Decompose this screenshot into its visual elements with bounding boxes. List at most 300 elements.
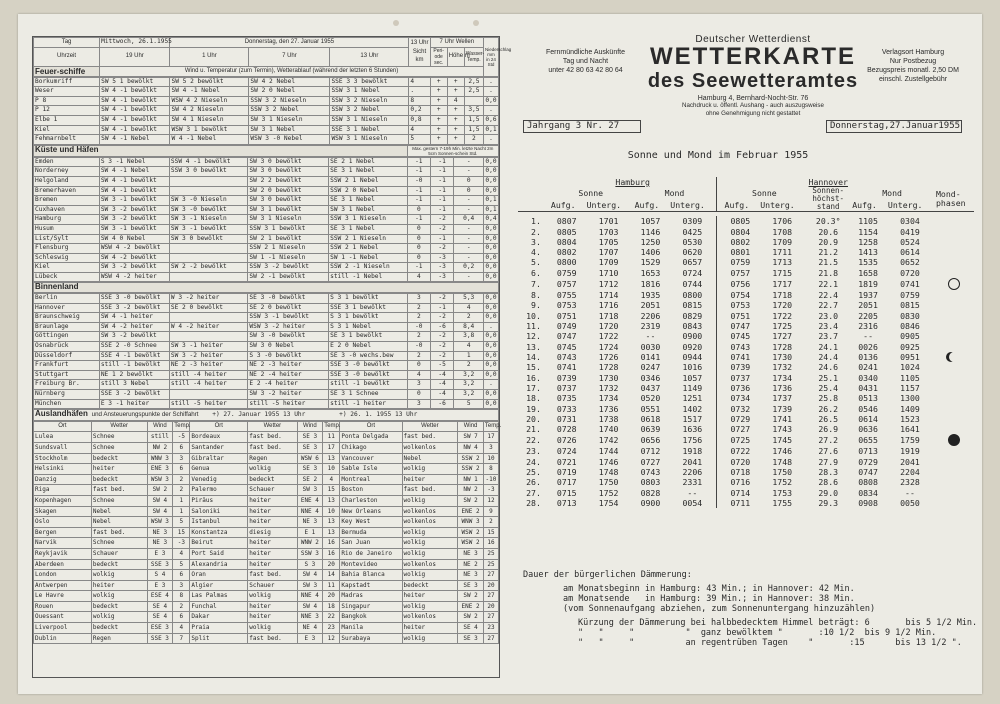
kueste-label: Küste und Häfen [34,145,408,156]
cell-mx: -1 [407,167,430,177]
moon-cell: 1738 [598,413,619,424]
moon-cell: 0753 [556,300,577,311]
ausland-cell: SSW 3 [297,548,323,559]
column-header: Wind [297,421,323,432]
ausland-date1: +) 27. Januar 1955 13 Uhr [212,411,306,419]
cell-c4: SE 3 1 bewölkt [329,332,408,342]
kueste-cols: Max. gestern 7-19h Min. letzte Nacht 2m 5cm Sonnen-schein Std. [407,145,498,156]
cell-n: 0,0 [484,313,499,323]
ausland-cell: 1 [173,495,190,506]
cell-c2: still -4 heiter [169,380,248,390]
moon-cell: 1748 [772,456,793,467]
moon-cell: 0026 [858,341,878,352]
ausland-cell: SW 3 [297,580,323,591]
ausland-cell: SW 2 [458,591,484,602]
cell-c4: SSE 3 -0 bewölkt [329,361,408,371]
table-row [34,87,499,97]
ausland-cell: wolkig [402,633,458,644]
ausland-cell: Oslo [34,517,92,528]
moon-cell: 9. [531,300,541,311]
ausland-cell: 17 [323,442,340,453]
moon-cell: 1251 [682,393,703,404]
moon-cell: 3. [531,236,541,247]
cell-sn: 3,2 [454,380,484,390]
moon-cell: 0804 [730,226,751,237]
moon-cell: 0726 [556,435,577,446]
table-row [34,313,499,323]
ausland-cell: NNE 3 [297,612,323,623]
ausland-cell: 7 [173,633,190,644]
table-row [34,361,499,371]
cell-n: 0,0 [484,96,499,106]
moon-cell: 1734 [772,372,793,383]
table-row [34,559,499,570]
cell-c4: SSW 3 1 Nieseln [329,215,408,225]
cell-ort: Kiel [34,263,100,273]
table-row [518,278,974,290]
ausland-cell: heiter [248,538,297,549]
moon-cell: 1149 [682,382,703,393]
cell-n: 0,0 [484,303,499,313]
ausland-cell: E 3 [147,548,173,559]
table-row [34,294,499,304]
moon-cell: 1746 [772,446,793,457]
moon-cell: 0944 [682,351,703,362]
cell-mn: -1 [430,234,453,244]
cell-n: . [484,135,499,145]
ausland-cell: wolkig [91,570,147,581]
cell-sn: - [454,205,484,215]
ausland-cell: NE 3 [458,570,484,581]
moon-cell: 1641 [900,424,920,435]
cell-sn: 5,3 [454,294,484,304]
title-wetterkarte: WETTERKARTE [650,43,856,70]
cell-mx: -0 [407,322,430,332]
weather-sheet [18,14,982,694]
moon-cell: 0725 [730,435,751,446]
column-header: Ort [340,421,402,432]
cell-c3: SW 3 1 Nebel [249,125,330,135]
moon-cell: 1720 [598,320,619,331]
moon-cell: 1736 [598,403,619,414]
moon-cell: 0711 [730,497,751,508]
table-row [34,342,499,352]
ausland-cell: Le Havre [34,591,92,602]
ausland-cell: ESE 4 [147,591,173,602]
moon-cell: 0717 [556,477,577,488]
ausland-cell: Regen [91,633,147,644]
moon-cell: 0815 [900,300,920,311]
moon-cell: 1722 [598,331,619,342]
ausland-cell: Dublin [34,633,92,644]
moon-cell: 1745 [772,435,793,446]
moon-cell: 0735 [556,393,577,404]
cell-ort: Weser [34,87,100,97]
moon-cell: 0804 [556,236,577,247]
moon-phase-cell [934,268,974,278]
moon-cell: 1703 [598,226,619,237]
moon-cell: 1105 [858,216,878,227]
moon-cell: 25.1 [818,372,839,383]
cell-p: + [430,87,447,97]
moon-cell: 1728 [598,362,619,373]
moon-cell: 0751 [730,310,751,321]
ausland-cell: fast bed. [402,485,458,496]
cell-mn: -4 [430,370,453,380]
cell-c2: W 4 -1 Nebel [170,135,249,145]
moon-phase-cell [934,393,974,403]
moon-cell: 2206 [682,467,703,478]
ausland-cell: 13 [323,527,340,538]
moon-cell: 0054 [682,497,703,508]
ausland-cell: 2 [483,517,498,528]
moon-cell: 21.5 [818,257,839,268]
moon-cell: 0551 [640,403,661,414]
cell-c4: still -1 Nebel [329,272,408,282]
table-row [518,311,974,321]
cell-c2: SW 3 -1 heiter [169,342,248,352]
ausland-cell: SSW 2 [458,464,484,475]
moon-phase-cell [934,331,974,341]
cell-ort: Norderney [34,167,100,177]
cell-c2 [169,176,248,186]
moon-cell: 1157 [900,382,920,393]
ausland-cell: Nebel [402,453,458,464]
table-row [34,580,499,591]
moon-cell: 1406 [640,247,661,258]
ausland-cell: 27 [483,633,498,644]
cell-c2: NE 2 -3 heiter [169,361,248,371]
cell-ort: Göttingen [34,332,100,342]
ausland-cell: heiter [402,623,458,634]
table-row [34,399,499,409]
moon-cell: 1105 [900,372,920,383]
ausland-cell: SE 3 [458,580,484,591]
ausland-cell: ENE 3 [147,464,173,475]
verlagsort: Verlagsort Hamburg [881,49,945,56]
column-header: Wetter [91,421,147,432]
ausland-cell: WSW 3 [147,517,173,528]
moon-cell: 0800 [682,290,703,301]
cell-c4: SSE 3 1 bewölkt [329,303,408,313]
moon-cell: 0751 [556,310,577,321]
table-row [34,234,499,244]
cell-c1: SW 3 -2 bewölkt [99,205,169,215]
moon-cell: 1636 [682,424,703,435]
table-row [34,453,499,464]
cell-c4: E 2 0 Nebel [329,342,408,352]
moon-cell: 0050 [900,497,920,508]
cell-n: 0,0 [484,370,499,380]
cell-sn: - [454,157,484,167]
moon-cell: 0722 [730,446,751,457]
moon-cell: 0803 [640,477,661,488]
cell-sn: 8,4 [454,322,484,332]
table-row [518,321,974,331]
ausland-cell: Danzig [34,474,92,485]
cell-c3: SW 3 0 bewölkt [248,196,329,206]
moon-cell: 1756 [682,435,703,446]
table-row [518,247,974,257]
feuerschiffe-label: Feuer-schiffe [34,66,100,76]
moon-cell: 0309 [682,216,703,227]
moon-cell: 1726 [598,351,619,362]
moon-cell: 11. [526,320,541,331]
ausland-cell: New Orleans [340,506,402,517]
cell-mn: -5 [430,361,453,371]
moon-cell: 0756 [730,278,751,289]
moon-cell: 0720 [730,456,751,467]
wind-caption: Wind u. Temperatur (zum Termin), Wetterablauf (während der letzten 6 Stunden) [100,66,484,76]
moon-cell: 0800 [556,257,577,268]
moon-cell: 1730 [772,351,793,362]
cell-c2 [169,186,248,196]
ausland-cell: Schnee [91,495,147,506]
ausland-cell: 27 [483,570,498,581]
moon-cell: 0757 [730,267,751,278]
moon-cell: 0731 [556,413,577,424]
cell-ort: Osnabrück [34,342,100,352]
ausland-cell: -10 [483,474,498,485]
title-seewetteramt: des Seewetteramtes [647,70,859,92]
moon-cell: 1742 [598,435,619,446]
ausland-cell: 27 [483,612,498,623]
cell-c4: SSW 3 2 Nieseln [330,96,409,106]
ausland-cell: 17 [483,432,498,443]
ausland-cell: SE 3 [297,464,323,475]
moon-cell: 0757 [556,278,577,289]
moon-cell: 0759 [900,290,920,301]
cell-c3: SSW 2 1 Nieseln [248,244,329,254]
cell-ort: Braunlage [34,322,100,332]
moon-phase-cell [934,300,974,310]
cell-mx: 2 [407,332,430,342]
ausland-cell: ENE 4 [297,495,323,506]
sonnenhoechst-heading: Sonnen-höchst-stand [812,186,845,212]
moon-cell: 1658 [858,267,878,278]
ausland-cell: 6 [173,464,190,475]
kueste-header [33,145,499,157]
moon-cell: 0741 [900,278,920,289]
header-table [33,37,512,77]
moon-phase-cell [934,404,974,414]
moon-cell: 0747 [556,331,577,342]
cell-c3: SW 1 -1 Nieseln [248,253,329,263]
ausland-cell: Genua [190,464,248,475]
cell-c2: SW 4 -1 Nebel [170,87,249,97]
moon-cell: 0713 [556,497,577,508]
ausland-cell: 12 [483,495,498,506]
cell-n: 0,0 [484,244,499,254]
cell-c2: SW 4 2 Nieseln [170,106,249,116]
ausland-cell: 3 [173,453,190,464]
moon-phase-cell [934,237,974,247]
column-header: Ort [190,421,248,432]
cell-sicht: . [409,87,430,97]
moon-cell: 0802 [730,236,751,247]
moon-cell: 24.4 [818,351,839,362]
moon-cell: 2051 [858,300,878,311]
ausland-cell: Reykjavik [34,548,92,559]
ausland-cell: 20 [323,559,340,570]
ausland-cell: 2 [173,474,190,485]
dusk-line5: " " " " ganz bewölktem " :10 1/2 bis 9 1/2 Min. [578,628,937,638]
ausland-cell: Venedig [190,474,248,485]
ausland-cell: 8 [483,464,498,475]
moon-cell: 1746 [598,456,619,467]
ausland-cell: 9 [483,506,498,517]
ausland-cell: 6 [173,570,190,581]
cell-ort: Helgoland [34,176,100,186]
moon-cell: 0736 [730,382,751,393]
moon-cell: 27.2 [818,435,839,446]
table-row [518,227,974,237]
cell-c1: SSE 2 -0 Schnee [99,342,169,352]
table-row [518,477,974,487]
moon-cell: 24.1 [818,341,839,352]
cell-mx: 4 [407,272,430,282]
ausland-cell: Boston [340,485,402,496]
table-row [34,272,499,282]
cell-c4: SSE 3 3 bewölkt [330,77,409,87]
ausland-cell: NW 4 [458,442,484,453]
cell-mx: 0 [407,390,430,400]
ausland-cell: heiter [402,474,458,485]
table-row [34,517,499,528]
cell-c3: SW 3 0 bewölkt [248,157,329,167]
moon-cell: 0846 [900,320,920,331]
cell-mn: -1 [430,167,453,177]
cell-c1: SW 4 -1 bewölkt [100,115,170,125]
full-moon-icon [948,278,960,290]
cell-c3: SW 3 1 Nieseln [248,215,329,225]
cell-c1: SW 4 -2 heiter [99,322,169,332]
ausland-cell: Bangkok [340,612,402,623]
moon-cell: 22.4 [818,290,839,301]
ausland-cell: wolkig [402,570,458,581]
ausland-cell: Algier [190,580,248,591]
ausland-cell: Vancouver [340,453,402,464]
cell-c1: SW 4 -1 bewölkt [99,186,169,196]
ausland-cell: 2 [173,485,190,496]
ausland-cell: SE 3 [297,442,323,453]
moon-cell: 1535 [858,257,878,268]
ausland-cell: Funchal [190,601,248,612]
ausland-cell: Split [190,633,248,644]
ausland-cell: Bergen [34,527,92,538]
moon-cell: 2. [531,226,541,237]
sun-moon-table [518,177,974,508]
moon-cell: 28. [526,497,541,508]
cell-sn: 0,4 [454,215,484,225]
moon-cell: 25.8 [818,393,839,404]
moon-cell: 1653 [640,267,661,278]
masthead [523,32,973,132]
ausland-cell: wolkig [402,538,458,549]
table-row [34,303,499,313]
moon-cell: 1752 [772,477,793,488]
cell-mn: -1 [430,196,453,206]
moon-cell: 2204 [900,467,920,478]
moon-cell: 20.9 [818,236,839,247]
cell-c1: SSE 3 -2 bewölkt [99,390,169,400]
moon-cell: 0734 [730,393,751,404]
ausland-cell: wolkig [248,623,297,634]
ausland-cell: bedeckt [91,601,147,612]
ausland-cell: bedeckt [91,623,147,634]
table-row [34,224,499,234]
cell-c1: NE 1 2 bewölkt [99,370,169,380]
cell-c4: S 3 1 bewölkt [329,313,408,323]
moon-cell: 0437 [640,382,661,393]
cell-ort: Hannover [34,303,100,313]
cell-mx: -1 [407,186,430,196]
cell-c3: still -5 heiter [248,399,329,409]
table-row [34,196,499,206]
cell-mn: -6 [430,399,453,409]
table-row [34,135,499,145]
cell-mn: -2 [430,215,453,225]
moon-cell: 0807 [556,216,577,227]
moon-cell: 23.4 [818,320,839,331]
moon-phase-cell [934,311,974,321]
cell-wt: 1,5 [464,115,483,125]
ausland-cell: heiter [248,601,297,612]
dusk-section [523,570,978,648]
cell-c4: WSW 3 1 Nieseln [330,135,409,145]
cell-c4: S 3 1 Nebel [329,322,408,332]
moon-cell: 1413 [858,247,878,258]
ausland-cell: SW 4 [147,495,173,506]
moon-cell: 0652 [900,257,920,268]
moon-phase-cell [934,342,974,352]
moon-cell: 29.3 [818,497,839,508]
cell-n: 0,0 [484,186,499,196]
moon-cell: 1759 [900,435,920,446]
moon-cell: 1727 [772,331,793,342]
punch-hole [473,20,479,26]
ausland-cell: 14 [323,570,340,581]
moon-cell: 0712 [640,446,661,457]
ausland-cell: heiter [248,559,297,570]
moon-phase-cell [934,424,974,434]
cell-ort: Elbe 1 [34,115,100,125]
cell-c4: SSW 2 1 Nieseln [329,234,408,244]
moon-phase-cell [934,278,974,290]
ausland-cell: Santander [190,442,248,453]
moon-phase-cell [934,362,974,372]
ausland-cell: 15 [173,527,190,538]
moon-phase-cell [934,434,974,446]
moon-cell: 1711 [772,247,793,258]
moon-cell: -- [863,331,873,342]
hamburg-sonne: Sonne [578,188,604,199]
cell-c4: SSW 2 1 Nebel [329,244,408,254]
ausland-cell: 5 [173,559,190,570]
cell-wt: 3,5 [464,106,483,116]
cell-mx: -1 [407,157,430,167]
moon-cell: 0733 [556,403,577,414]
ausland-cell: 15 [323,485,340,496]
moon-cell: 2328 [900,477,920,488]
cell-c3: SW 3 1 bewölkt [248,205,329,215]
moon-cell: 28.3 [818,467,839,478]
ausland-cell: heiter [91,580,147,591]
moon-cell: 5. [531,257,541,268]
uhrzeit-label: Uhrzeit [34,47,100,66]
ausland-cell: 22 [323,612,340,623]
moon-cell: 0425 [682,226,703,237]
